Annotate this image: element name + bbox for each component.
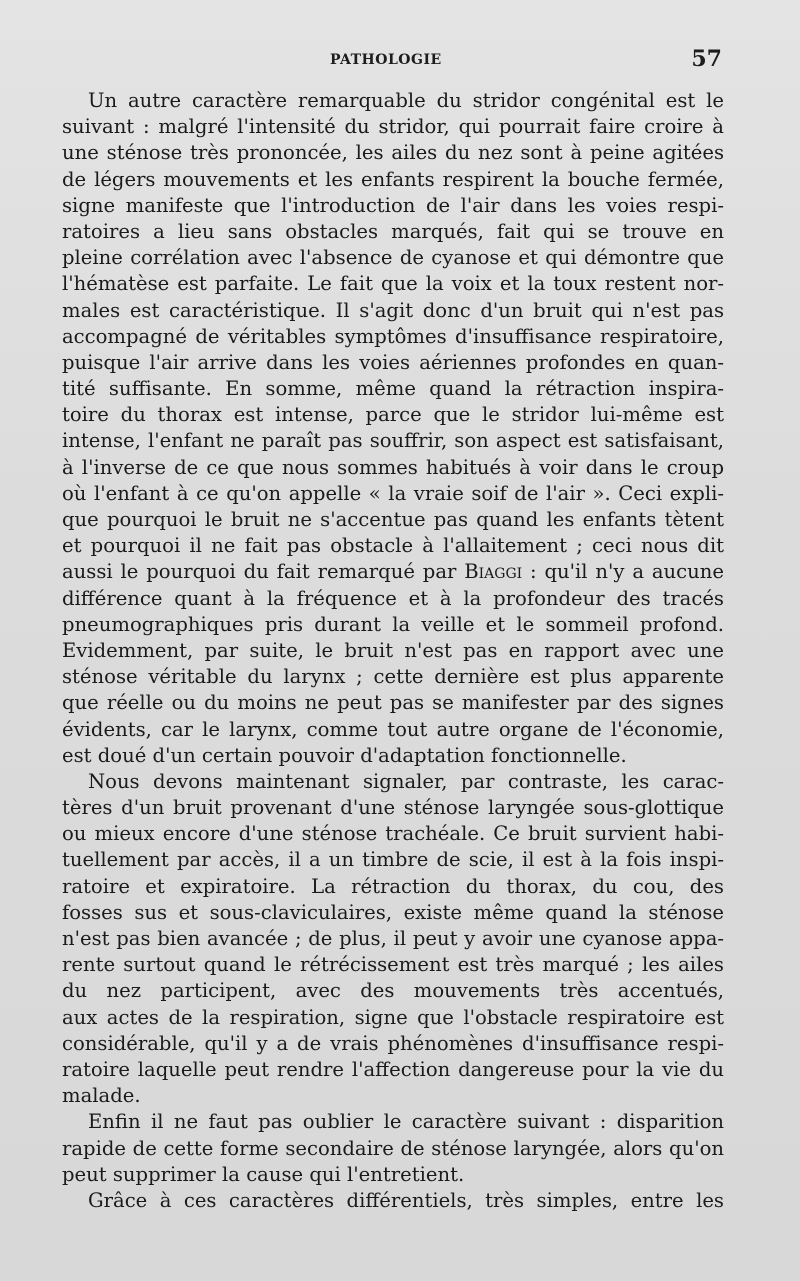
text-line: où l'enfant à ce qu'on appelle « la vraie soif de l'air ». Ceci expli- [62, 481, 724, 505]
text-line: évidents, car le larynx, comme tout autre organe de l'économie, [62, 717, 724, 741]
text-line: Grâce à ces caractères différentiels, très simples, entre les [88, 1188, 724, 1212]
text-line: aussi le pourquoi du fait remarqué par Biaggi : qu'il n'y a aucune [62, 560, 724, 584]
text-line: aux actes de la respiration, signe que l'obstacle respiratoire est [62, 1005, 724, 1029]
text-line: accompagné de véritables symptômes d'insuffisance respiratoire, [62, 324, 724, 348]
text-line: ou mieux encore d'une sténose trachéale. Ce bruit survient habi- [62, 822, 724, 846]
page-header [62, 48, 722, 78]
body-text [62, 88, 724, 1214]
text-line: tères d'un bruit provenant d'une sténose laryngée sous-glottique [62, 796, 724, 820]
text-line: tuellement par accès, il a un timbre de scie, il est à la fois inspi- [62, 848, 724, 872]
text-line: Nous devons maintenant signaler, par contraste, les carac- [88, 769, 724, 793]
text-line: différence quant à la fréquence et à la profondeur des tracés [62, 586, 724, 610]
text-line: rente surtout quand le rétrécissement est très marqué ; les ailes [62, 953, 724, 977]
text-line: fosses sus et sous-claviculaires, existe même quand la sténose [62, 900, 724, 924]
text-line: rapide de cette forme secondaire de sténose laryngée, alors qu'on [62, 1136, 724, 1160]
text-line: pleine corrélation avec l'absence de cyanose et qui démontre que [62, 246, 724, 270]
text-line: malade. [62, 1084, 141, 1108]
text-line: n'est pas bien avancée ; de plus, il peut y avoir une cyanose appa- [62, 927, 724, 950]
text-line: du nez participent, avec des mouvements très accentués, [62, 979, 724, 1003]
text-line: de légers mouvements et les enfants respirent la bouche fermée, [62, 167, 724, 191]
text-line: peut supprimer la cause qui l'entretient. [62, 1162, 465, 1186]
running-head: PATHOLOGIE [330, 52, 442, 68]
text-line: est doué d'un certain pouvoir d'adaptation fonctionnelle. [62, 743, 627, 767]
text-line: intense, l'enfant ne paraît pas souffrir, son aspect est satisfaisant, [62, 429, 724, 453]
text-line: l'hématèse est parfaite. Le fait que la voix et la toux restent nor- [62, 272, 724, 296]
text-line: Evidemment, par suite, le bruit n'est pas en rapport avec une [62, 638, 724, 662]
text-line: une sténose très prononcée, les ailes du nez sont à peine agitées [62, 141, 724, 165]
text-line: ratoires a lieu sans obstacles marqués, fait qui se trouve en [62, 219, 724, 243]
text-line: considérable, qu'il y a de vrais phénomènes d'insuffisance respi- [62, 1031, 724, 1055]
text-line: ratoire laquelle peut rendre l'affection dangereuse pour la vie du [62, 1057, 724, 1081]
text-line: à l'inverse de ce que nous sommes habitués à voir dans le croup [62, 455, 724, 479]
text-line: pneumographiques pris durant la veille et le sommeil profond. [62, 612, 724, 636]
text-line: toire du thorax est intense, parce que le stridor lui-même est [62, 403, 724, 427]
text-line: Un autre caractère remarquable du stridor congénital est le [88, 89, 724, 112]
text-line: suivant : malgré l'intensité du stridor, qui pourrait faire croire à [62, 115, 724, 139]
text-line: et pourquoi il ne fait pas obstacle à l'allaitement ; ceci nous dit [62, 534, 724, 558]
author-name: Biaggi [464, 560, 523, 584]
text-line: puisque l'air arrive dans les voies aériennes profondes en quan- [62, 350, 724, 374]
text-line: Enfin il ne faut pas oublier le caractère suivant : disparition [88, 1110, 724, 1134]
text-line: que réelle ou du moins ne peut pas se manifester par des signes [62, 691, 724, 715]
text-line: tité suffisante. En somme, même quand la rétraction inspira- [62, 377, 724, 401]
page-number: 57 [691, 46, 722, 72]
text-line: que pourquoi le bruit ne s'accentue pas quand les enfants tètent [62, 508, 724, 531]
text-line: ratoire et expiratoire. La rétraction du thorax, du cou, des [62, 874, 724, 898]
text-line: signe manifeste que l'introduction de l'air dans les voies respi- [62, 193, 724, 217]
text-line: sténose véritable du larynx ; cette dernière est plus apparente [62, 665, 724, 689]
text-line: males est caractéristique. Il s'agit donc d'un bruit qui n'est pas [62, 298, 724, 322]
